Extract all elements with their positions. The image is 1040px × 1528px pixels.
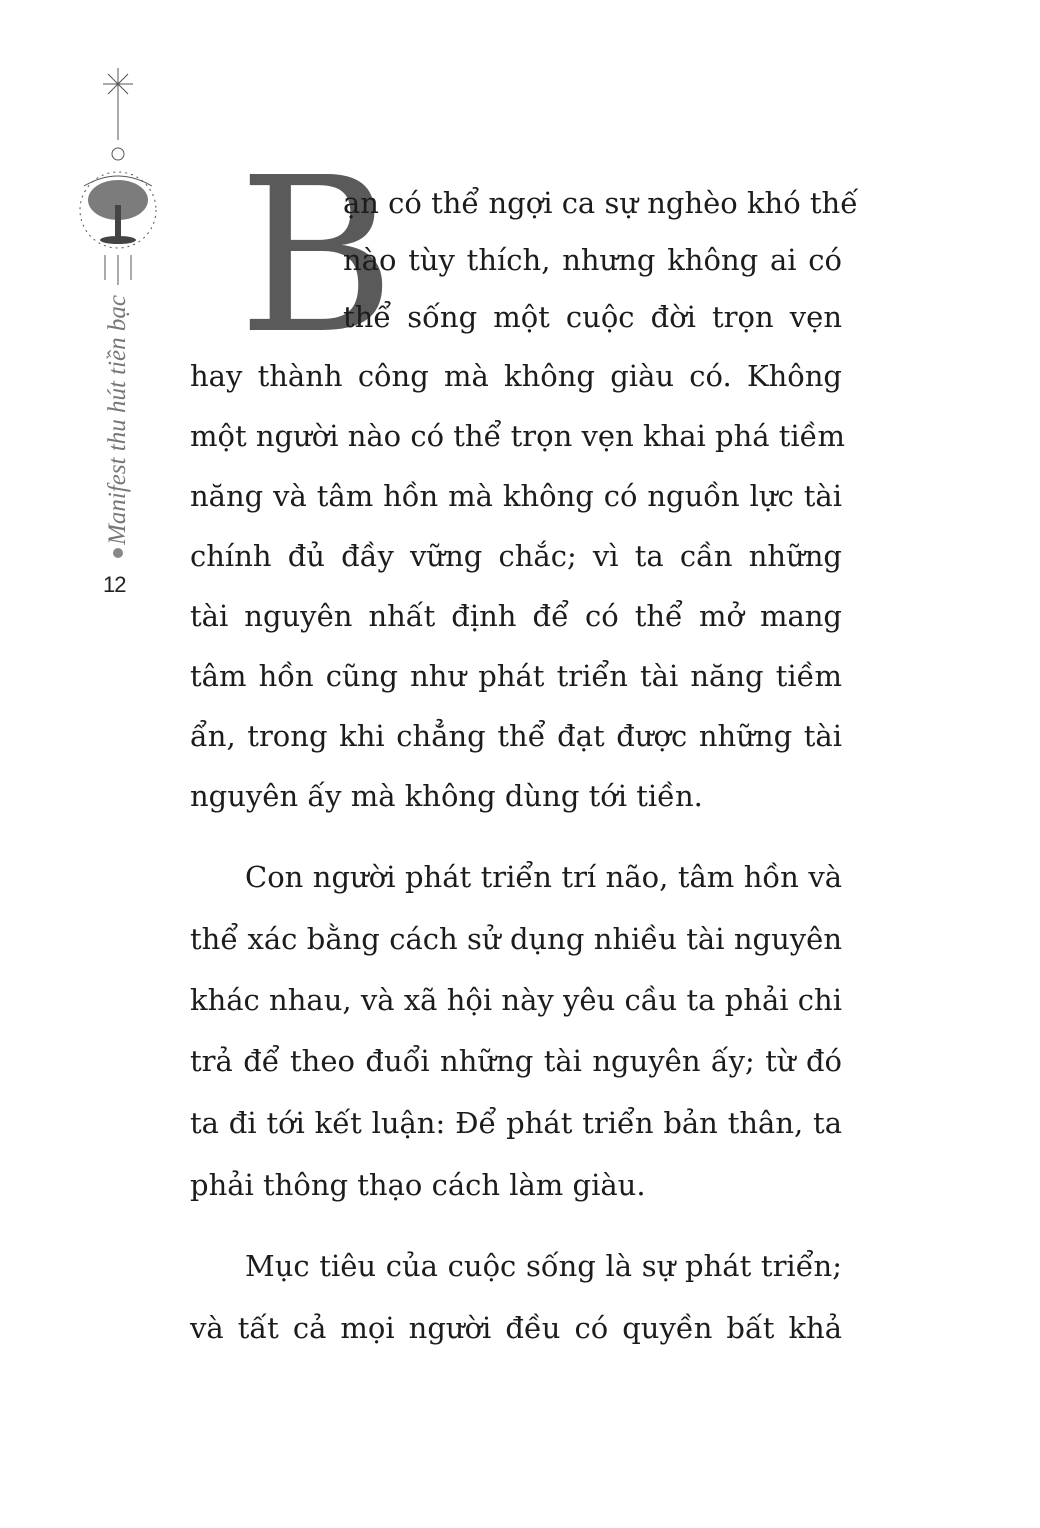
text-line: hay thành công mà không giàu có. Không (190, 359, 842, 393)
text-line: nào tùy thích, nhưng không ai có (343, 243, 842, 277)
text-line: một người nào có thể trọn vẹn khai phá tiềm (190, 419, 846, 453)
text-line: và tất cả mọi người đều có quyền bất khả (190, 1311, 842, 1345)
text-line: ta đi tới kết luận: Để phát triển bản thân, ta (190, 1106, 842, 1140)
text-line: Mục tiêu của cuộc sống là sự phát triển; (245, 1249, 842, 1283)
text-line: thể sống một cuộc đời trọn vẹn (343, 300, 842, 334)
text-line: trả để theo đuổi những tài nguyên ấy; từ đó (190, 1044, 842, 1078)
page-number: 12 (103, 572, 126, 597)
text-line: phải thông thạo cách làm giàu. (190, 1168, 646, 1202)
text-line: khác nhau, và xã hội này yêu cầu ta phải chi (190, 983, 842, 1017)
text-line: chính đủ đầy vững chắc; vì ta cần những (190, 539, 842, 573)
text-line: tài nguyên nhất định để có thể mở mang (190, 599, 842, 633)
text-line: tâm hồn cũng như phát triển tài năng tiềm (190, 659, 842, 693)
separator-dot (113, 548, 123, 558)
text-line: ẩn, trong khi chẳng thể đạt được những tài (190, 719, 842, 753)
text-line: ạn có thể ngợi ca sự nghèo khó thế (343, 186, 859, 220)
text-line: nguyên ấy mà không dùng tới tiền. (190, 779, 703, 813)
book-title: Manifest thu hút tiền bạc (104, 295, 131, 545)
text-line: Con người phát triển trí não, tâm hồn và (245, 860, 842, 894)
text-line: thể xác bằng cách sử dụng nhiều tài nguyên (190, 922, 842, 956)
drop-cap: B (238, 132, 396, 381)
text-line: năng và tâm hồn mà không có nguồn lực tài (190, 479, 842, 513)
